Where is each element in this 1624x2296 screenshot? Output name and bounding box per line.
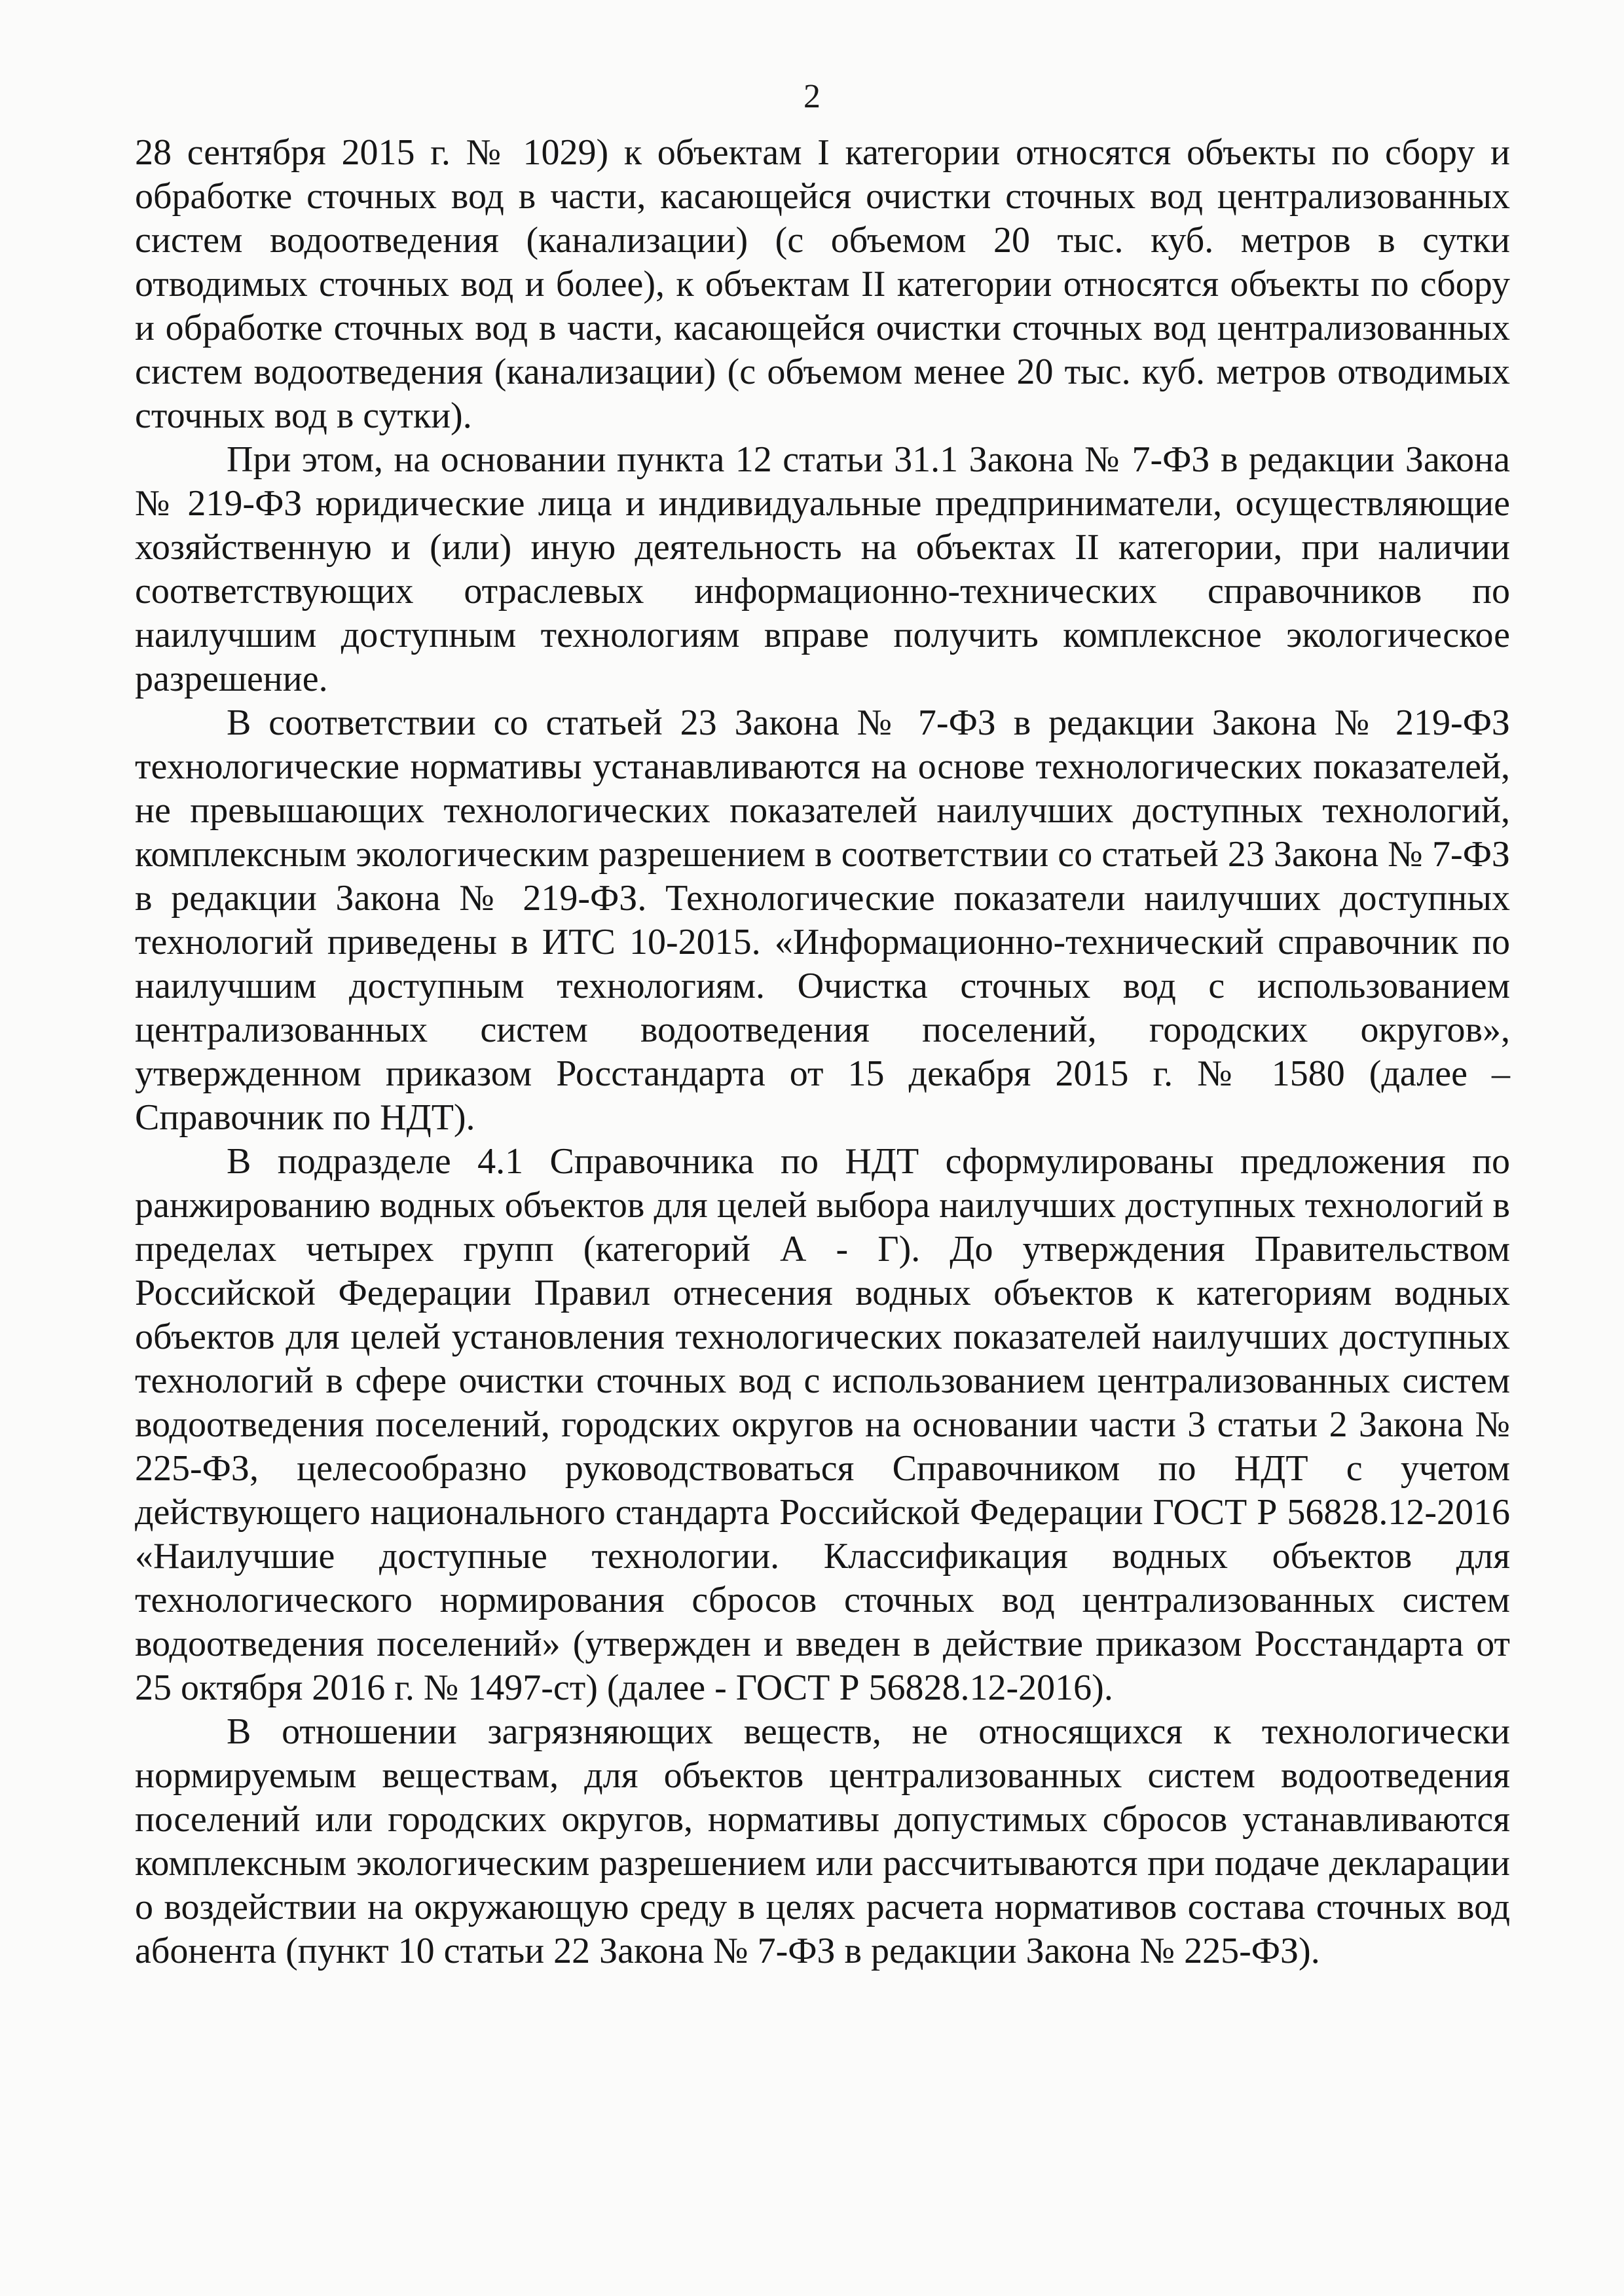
paragraph-pollutants: В отношении загрязняющих веществ, не относящихся к технологически нормируемым веществам, для объектов централизованных систем водоотведения поселений или городских округов, нормативы допустимых сбросов устанавливаются комплексным экологическим разрешением или рассчитываются при подаче декларации о воздействии на окружающую среду в целях расчета нормативов состава сточных вод абонента (пункт 10 статьи 22 Закона № 7-ФЗ в редакции Закона № 225-ФЗ).	[135, 1711, 1510, 1971]
document-body	[135, 131, 1510, 1973]
paragraph-technological-norms: В соответствии со статьей 23 Закона № 7-ФЗ в редакции Закона № 219-ФЗ технологические нормативы устанавливаются на основе технологических показателей, не превышающих технологических показателей наилучших доступных технологий, комплексным экологическим разрешением в соответствии со статьей 23 Закона № 7-ФЗ в редакции Закона № 219-ФЗ. Технологические показатели наилучших доступных технологий приведены в ИТС 10-2015. «Информационно-технический справочник по наилучшим доступным технологиям. Очистка сточных вод с использованием централизованных систем водоотведения поселений, городских округов», утвержденном приказом Росстандарта от 15 декабря 2015 г. № 1580 (далее – Справочник по НДТ).	[135, 702, 1510, 1138]
paragraph-water-body-ranking: В подразделе 4.1 Справочника по НДТ сформулированы предложения по ранжированию водных объектов для целей выбора наилучших доступных технологий в пределах четырех групп (категорий А - Г). До утверждения Правительством Российской Федерации Правил отнесения водных объектов к категориям водных объектов для целей установления технологических показателей наилучших доступных технологий в сфере очистки сточных вод с использованием централизованных систем водоотведения поселений, городских округов на основании части 3 статьи 2 Закона № 225-ФЗ, целесообразно руководствоваться Справочником по НДТ с учетом действующего национального стандарта Российской Федерации ГОСТ Р 56828.12-2016 «Наилучшие доступные технологии. Классификация водных объектов для технологического нормирования сбросов сточных вод централизованных систем водоотведения поселений» (утвержден и введен в действие приказом Росстандарта от 25 октября 2016 г. № 1497-ст) (далее - ГОСТ Р 56828.12-2016).	[135, 1141, 1510, 1708]
paragraph-ii-category-permit: При этом, на основании пункта 12 статьи 31.1 Закона № 7-ФЗ в редакции Закона № 219-ФЗ юридические лица и индивидуальные предприниматели, осуществляющие хозяйственную и (или) иную деятельность на объектах II категории, при наличии соответствующих отраслевых информационно-технических справочников по наилучшим доступным технологиям вправе получить комплексное экологическое разрешение.	[135, 439, 1510, 699]
page-number: 2	[803, 78, 821, 115]
paragraph-continuation: 28 сентября 2015 г. № 1029) к объектам I категории относятся объекты по сбору и обработке сточных вод в части, касающейся очистки сточных вод централизованных систем водоотведения (канализации) (с объемом 20 тыс. куб. метров в сутки отводимых сточных вод и более), к объектам II категории относятся объекты по сбору и обработке сточных вод в части, касающейся очистки сточных вод централизованных систем водоотведения (канализации) (с объемом менее 20 тыс. куб. метров отводимых сточных вод в сутки).	[135, 132, 1510, 436]
